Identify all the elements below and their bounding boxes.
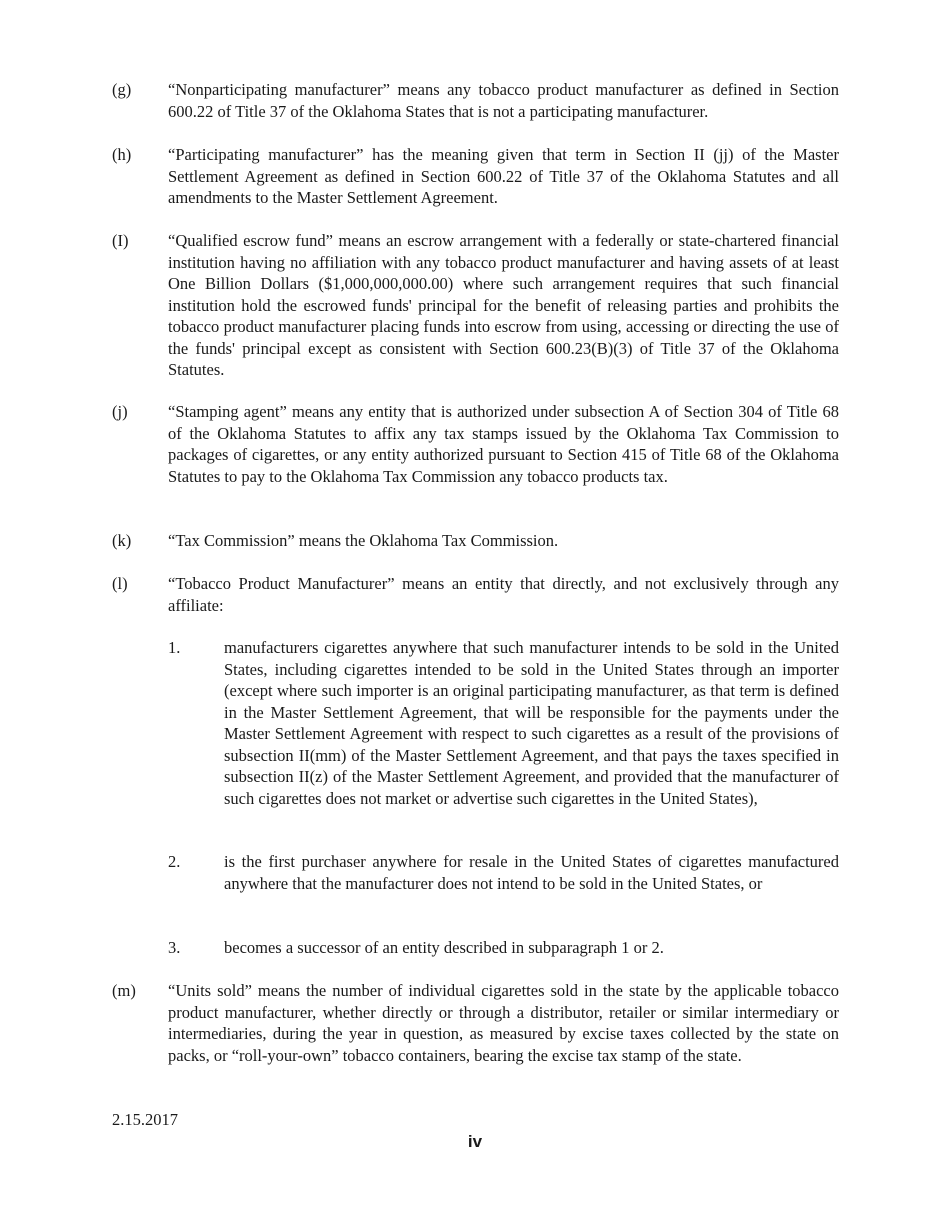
clause-h xyxy=(112,144,839,209)
clause-text: “Tax Commission” means the Oklahoma Tax Commission. xyxy=(168,531,559,550)
subitem-2 xyxy=(168,851,839,894)
subitem-text: is the first purchaser anywhere for resale in the United States of cigarettes manufactured anywhere that the manufacturer does not intend to be sold in the United States, or xyxy=(224,852,839,893)
clause-text: “Nonparticipating manufacturer” means any tobacco product manufacturer as defined in Section 600.22 of Title 37 of the Oklahoma States that is not a participating manufacturer. xyxy=(168,80,839,121)
clause-g xyxy=(112,79,839,122)
footer-date: 2.15.2017 xyxy=(112,1110,178,1129)
subitem-marker: 3. xyxy=(168,938,181,957)
clause-marker: (I) xyxy=(112,231,129,250)
subitem-3 xyxy=(168,937,839,959)
clause-text: “Stamping agent” means any entity that is authorized under subsection A of Section 304 of Title 68 of the Oklahoma Statutes to affix any tax stamps issued by the Oklahoma Tax Commission to packages of cigarettes, or any entity authorized pursuant to Section 415 of Title 68 of the Oklahoma Statutes to pay to the Oklahoma Tax Commission any tobacco products tax. xyxy=(168,402,839,486)
clause-m xyxy=(112,980,839,1066)
clause-k xyxy=(112,530,839,552)
clause-marker: (h) xyxy=(112,145,132,164)
clause-marker: (g) xyxy=(112,80,132,99)
clause-text: “Tobacco Product Manufacturer” means an entity that directly, and not exclusively through any affiliate: xyxy=(168,574,839,615)
subitem-marker: 1. xyxy=(168,638,181,657)
clause-i xyxy=(112,230,839,381)
clause-marker: (m) xyxy=(112,981,136,1000)
clause-text: “Qualified escrow fund” means an escrow arrangement with a federally or state-chartered financial institution having no affiliation with any tobacco product manufacturer and having assets of at least One Billion Dollars ($1,000,000,000.00) where such arrangement requires that such financial institution hold the escrowed funds' principal for the benefit of releasing parties and prohibits the tobacco product manufacturer placing funds into escrow from using, accessing or directing the use of the funds' principal except as consistent with Section 600.23(B)(3) of Title 37 of the Oklahoma Statutes. xyxy=(168,231,839,379)
clause-marker: (k) xyxy=(112,531,132,550)
clause-marker: (j) xyxy=(112,402,128,421)
clause-l xyxy=(112,573,839,616)
subitem-1 xyxy=(168,637,839,809)
subitem-text: manufacturers cigarettes anywhere that such manufacturer intends to be sold in the United States, including cigarettes intended to be sold in the United States through an importer (except where such importer is an original participating manufacturer, as that term is defined in the Master Settlement Agreement, that will be responsible for the payments under the Master Settlement Agreement with respect to such cigarettes as a result of the provisions of subsection II(mm) of the Master Settlement Agreement, and that pays the taxes specified in subsection II(z) of the Master Settlement Agreement, and provided that the manufacturer of such cigarettes does not market or advertise such cigarettes in the United States), xyxy=(224,638,839,808)
clause-j xyxy=(112,401,839,487)
clause-text: “Participating manufacturer” has the meaning given that term in Section II (jj) of the Master Settlement Agreement as defined in Section 600.22 of Title 37 of the Oklahoma Statutes and all amendments to the Master Settlement Agreement. xyxy=(168,145,839,207)
page-number: iv xyxy=(467,1132,483,1151)
subitem-marker: 2. xyxy=(168,852,181,871)
subitem-text: becomes a successor of an entity described in subparagraph 1 or 2. xyxy=(224,938,664,957)
clause-text: “Units sold” means the number of individual cigarettes sold in the state by the applicable tobacco product manufacturer, whether directly or through a distributor, retailer or similar intermediary or intermediaries, during the year in question, as measured by excise taxes collected by the state on packs, or “roll-your-own” tobacco containers, bearing the excise tax stamp of the state. xyxy=(168,981,839,1065)
clause-marker: (l) xyxy=(112,574,128,593)
